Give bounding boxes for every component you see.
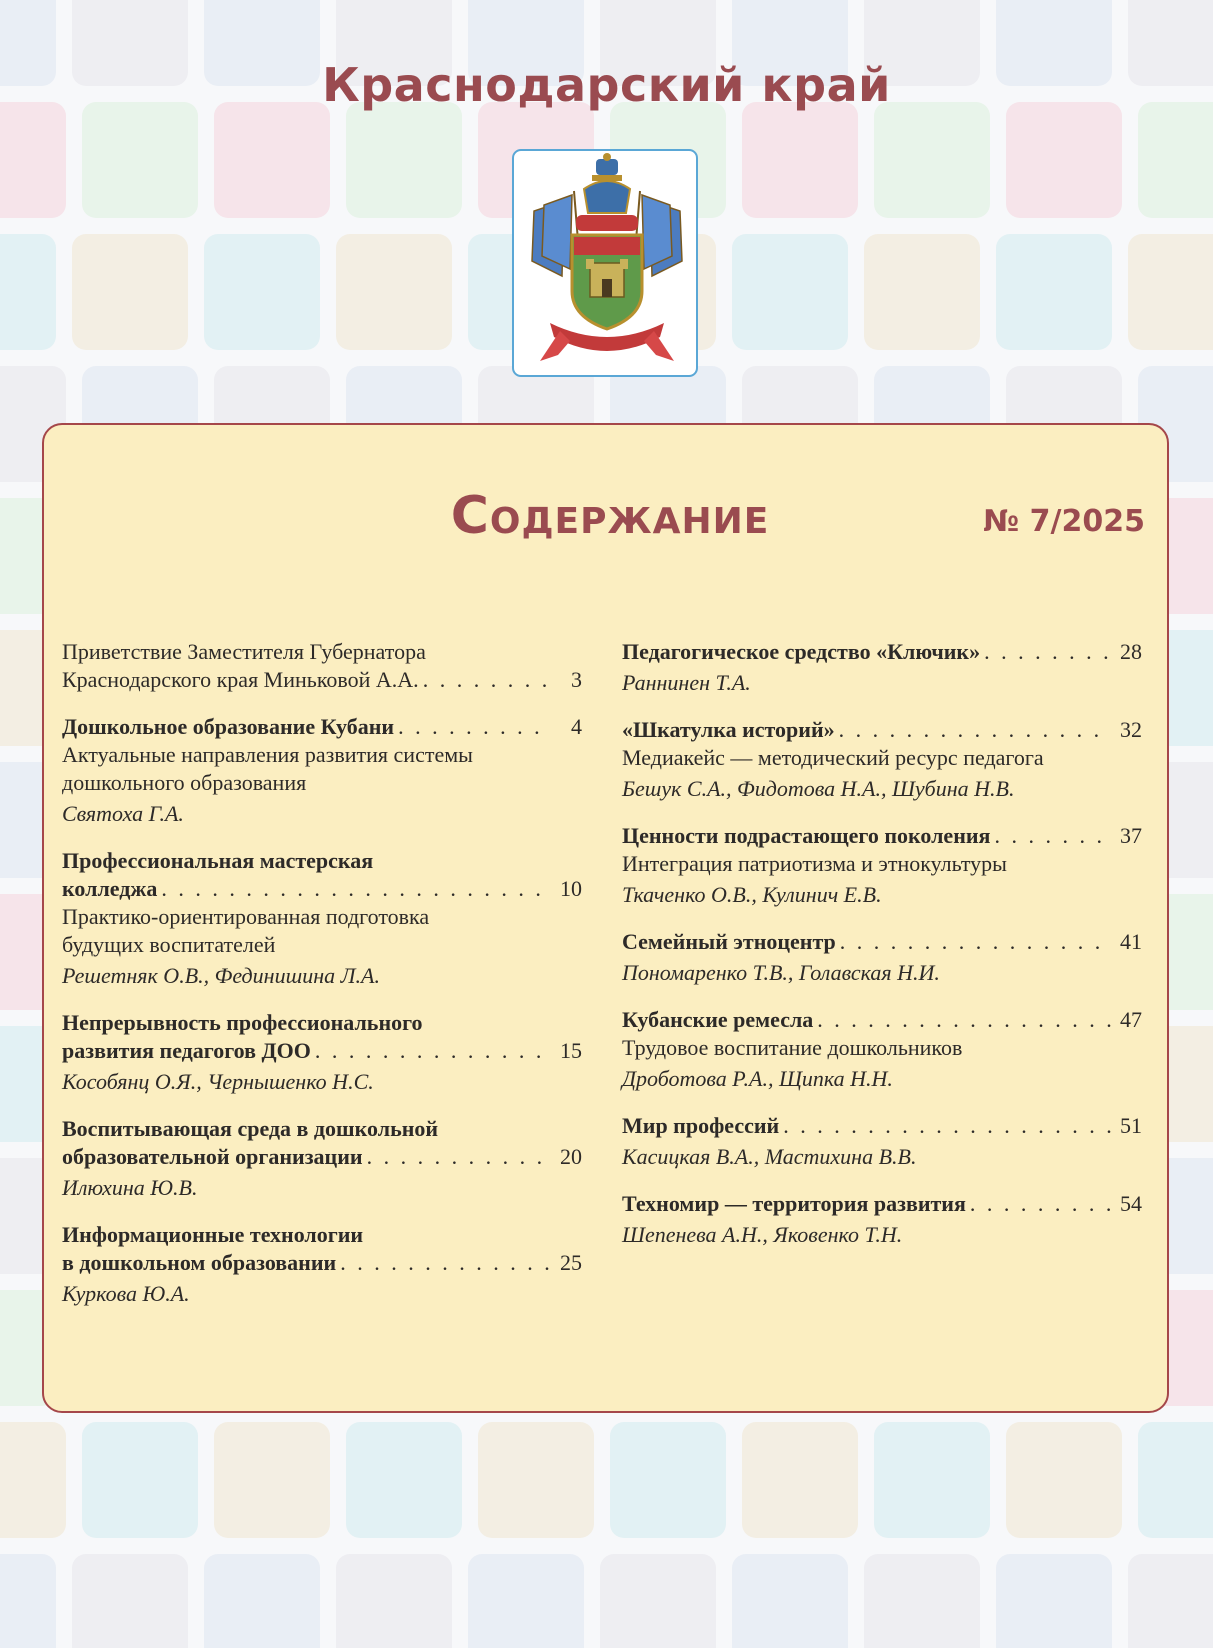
page-number: 28: [1120, 639, 1142, 664]
toc-entry-title: образовательной организации: [62, 1144, 363, 1169]
toc-entry-title-row: [622, 1112, 1142, 1140]
toc-entry: [622, 1190, 1142, 1249]
background-tile: [996, 234, 1112, 350]
background-tile: [336, 1554, 452, 1648]
dot-leader: [817, 1006, 1112, 1034]
toc-entry-title: Семейный этноцентр: [622, 929, 836, 954]
toc-entry-authors: Пономаренко Т.В., Голавская Н.И.: [622, 960, 940, 985]
page-number: 3: [571, 667, 582, 692]
page-number: 47: [1120, 1007, 1142, 1032]
toc-entry-authors: Кособянц О.Я., Чернышенко Н.С.: [62, 1069, 374, 1094]
toc-entry-title-row: [622, 1006, 1142, 1034]
toc-entry-title-row: [62, 875, 582, 903]
toc-entry-subtitle: Актуальные направления развития системы: [62, 742, 473, 767]
toc-entry-title: Дошкольное образование Кубани: [62, 714, 395, 739]
toc-entry-title-row: [622, 822, 1142, 850]
toc-entry-title: Ценности подрастающего поколения: [622, 823, 991, 848]
toc-entry-title-row: [62, 713, 582, 741]
toc-entry-authors: Ткаченко О.В., Кулинич Е.В.: [622, 882, 882, 907]
page-number: 41: [1120, 929, 1142, 954]
background-tile: [214, 102, 330, 218]
toc-entry: [62, 1221, 582, 1308]
background-tile: [742, 1422, 858, 1538]
background-tile: [1138, 102, 1213, 218]
background-tile: [468, 1554, 584, 1648]
toc-entry: [62, 713, 582, 828]
issue-number: № 7/2025: [983, 504, 1145, 539]
page-number: 32: [1120, 717, 1142, 742]
background-tile: [346, 102, 462, 218]
background-tile: [0, 1422, 66, 1538]
background-tile: [996, 1554, 1112, 1648]
toc-entry: [622, 638, 1142, 697]
toc-entry-title: в дошкольном образовании: [62, 1250, 337, 1275]
toc-entry-title: «Шкатулка историй»: [622, 717, 835, 742]
toc-entry-authors: Святоха Г.А.: [62, 801, 184, 826]
background-tile: [336, 234, 452, 350]
toc-entry: [62, 638, 582, 694]
toc-entry-authors: Шепенева А.Н., Яковенко Т.Н.: [622, 1222, 903, 1247]
emblem-frame: [512, 149, 698, 377]
background-tile: [72, 234, 188, 350]
toc-entry: [62, 847, 582, 990]
toc-entry-title-row: [62, 1249, 582, 1277]
toc-entry-title: Информационные технологии: [62, 1222, 364, 1247]
background-tile: [0, 234, 56, 350]
dot-leader: [840, 928, 1112, 956]
toc-entry-title: Краснодарского края Миньковой А.А.: [62, 667, 419, 692]
background-tile: [1006, 1422, 1122, 1538]
background-tile: [0, 1554, 56, 1648]
toc-entry-subtitle: Интеграция патриотизма и этнокультуры: [622, 851, 1007, 876]
page-number: 4: [571, 714, 582, 739]
background-tile: [874, 102, 990, 218]
background-tile: [610, 1422, 726, 1538]
toc-entry-title: Мир профессий: [622, 1113, 780, 1138]
toc-entry: [622, 716, 1142, 803]
toc-left-column: [62, 638, 582, 1327]
toc-entry-subtitle: Трудовое воспитание дошкольников: [622, 1035, 963, 1060]
toc-entry-authors: Касицкая В.А., Мастихина В.В.: [622, 1144, 917, 1169]
page-number: 54: [1120, 1191, 1142, 1216]
toc-entry-title-row: [622, 928, 1142, 956]
toc-entry-subtitle: Медиакейс — методический ресурс педагога: [622, 745, 1044, 770]
dot-leader: [161, 875, 552, 903]
toc-entry-title-row: [62, 1143, 582, 1171]
background-tile: [72, 1554, 188, 1648]
toc-entry-title: Воспитывающая среда в дошкольной: [62, 1116, 439, 1141]
toc-entry-title: развития педагогов ДОО: [62, 1038, 311, 1063]
background-tile: [1128, 1554, 1213, 1648]
background-tile: [732, 1554, 848, 1648]
background-tile: [214, 1422, 330, 1538]
toc-entry: [62, 1009, 582, 1096]
background-tile: [600, 1554, 716, 1648]
toc-entry-authors: Илюхина Ю.В.: [62, 1175, 198, 1200]
background-tile: [874, 1422, 990, 1538]
toc-entry-subtitle: дошкольного образования: [62, 770, 307, 795]
dot-leader: [839, 716, 1112, 744]
toc-entry-title: Техномир — территория развития: [622, 1191, 966, 1216]
toc-entry: [622, 822, 1142, 909]
toc-entry: [62, 1115, 582, 1202]
toc-entry-subtitle: будущих воспитателей: [62, 932, 276, 957]
page-number: 51: [1120, 1113, 1142, 1138]
dot-leader: [398, 713, 552, 741]
background-tile: [864, 234, 980, 350]
toc-entry: [622, 928, 1142, 987]
toc-entry: [622, 1006, 1142, 1093]
contents-title: Содержание: [450, 486, 770, 546]
background-tile: [478, 1422, 594, 1538]
toc-entry-title: Приветствие Заместителя Губернатора: [62, 639, 426, 664]
toc-entry-authors: Решетняк О.В., Фединишина Л.А.: [62, 963, 380, 988]
background-tile: [1006, 102, 1122, 218]
background-tile: [1128, 234, 1213, 350]
background-tile: [742, 102, 858, 218]
background-tile: [204, 234, 320, 350]
background-tile: [204, 1554, 320, 1648]
toc-entry-authors: Куркова Ю.А.: [62, 1281, 190, 1306]
background-tile: [82, 1422, 198, 1538]
toc-entry-title: колледжа: [62, 876, 158, 901]
toc-entry-title: Педагогическое средство «Ключик»: [622, 639, 981, 664]
coat-of-arms-icon: [514, 151, 700, 379]
background-tile: [864, 1554, 980, 1648]
toc-entry-title-row: [62, 1037, 582, 1065]
page-number: 10: [560, 876, 582, 901]
dot-leader: [994, 822, 1112, 850]
dot-leader: [783, 1112, 1112, 1140]
toc-entry-title-row: [62, 666, 582, 694]
page-number: 37: [1120, 823, 1142, 848]
toc-entry-title-row: [622, 1190, 1142, 1218]
dot-leader: [423, 666, 552, 694]
page-number: 20: [560, 1144, 582, 1169]
toc-right-column: [622, 638, 1142, 1268]
dot-leader: [340, 1249, 552, 1277]
background-tile: [732, 234, 848, 350]
toc-entry-title-row: [622, 716, 1142, 744]
toc-entry-authors: Раннинен Т.А.: [622, 670, 751, 695]
toc-entry-subtitle: Практико-ориентированная подготовка: [62, 904, 430, 929]
toc-entry-title: Профессиональная мастерская: [62, 848, 374, 873]
background-tile: [346, 1422, 462, 1538]
background-tile: [82, 102, 198, 218]
region-title: Краснодарский край: [322, 58, 891, 112]
toc-entry: [622, 1112, 1142, 1171]
toc-entry-authors: Дроботова Р.А., Щипка Н.Н.: [622, 1066, 893, 1091]
dot-leader: [984, 638, 1112, 666]
toc-entry-title-row: [622, 638, 1142, 666]
background-tile: [1138, 1422, 1213, 1538]
page-number: 15: [560, 1038, 582, 1063]
dot-leader: [315, 1037, 552, 1065]
toc-entry-title: Непрерывность профессионального: [62, 1010, 423, 1035]
dot-leader: [970, 1190, 1112, 1218]
dot-leader: [367, 1143, 552, 1171]
toc-entry-authors: Бешук С.А., Фидотова Н.А., Шубина Н.В.: [622, 776, 1015, 801]
background-tile: [0, 102, 66, 218]
page-number: 25: [560, 1250, 582, 1275]
toc-entry-title: Кубанские ремесла: [622, 1007, 814, 1032]
